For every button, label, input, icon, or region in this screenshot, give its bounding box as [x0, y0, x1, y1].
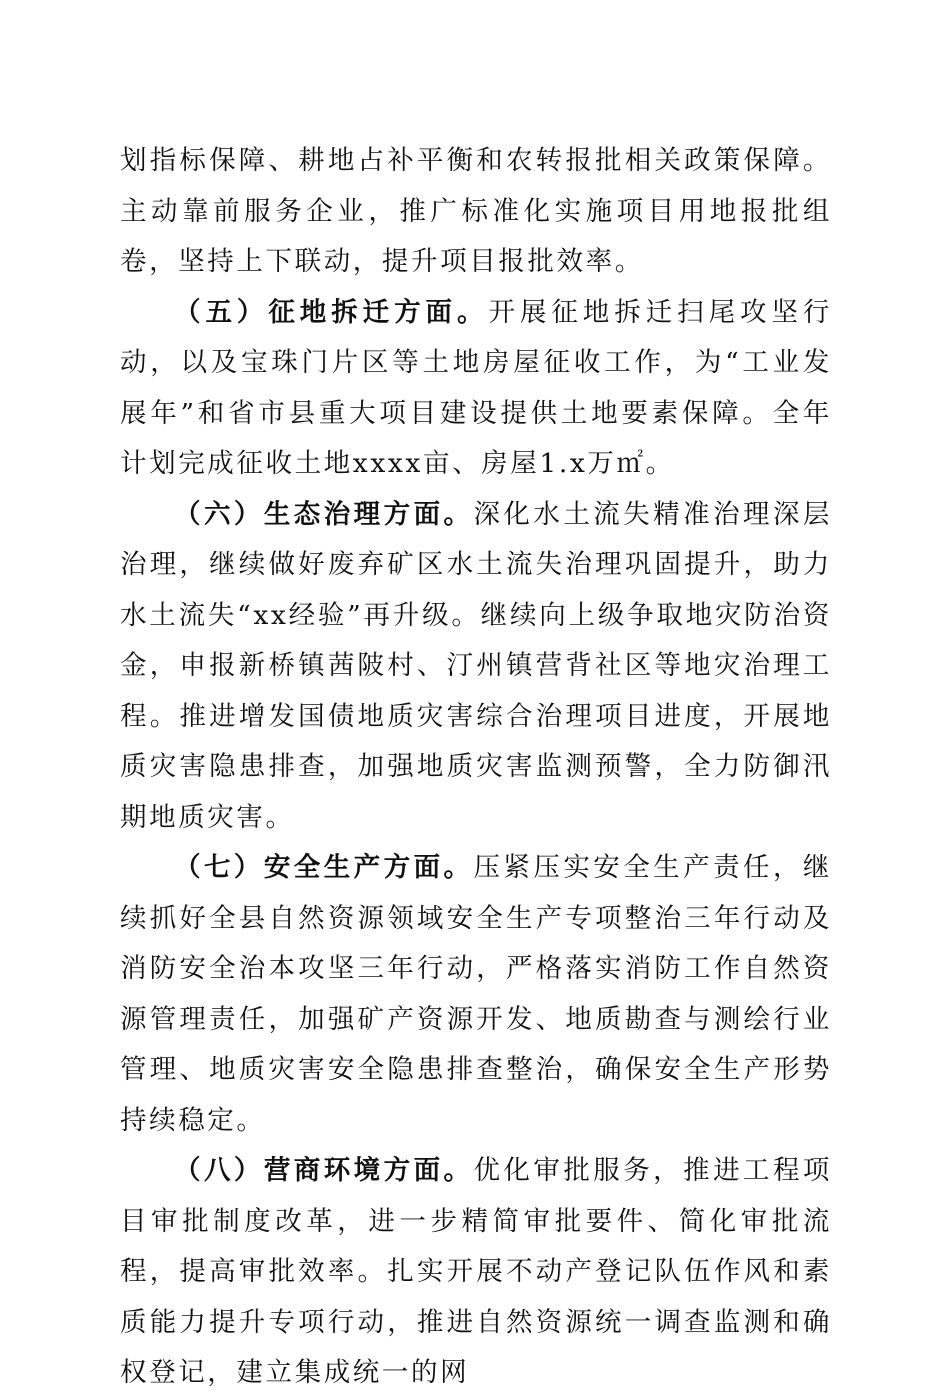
paragraph-ecological-governance: [120, 490, 832, 844]
paragraph-text: 优化审批服务，推进工程项目审批制度改革，进一步精简审批要件、简化审批流程，提高审批效率。扎实开展不动产登记队伍作风和素质能力提升专项行动，推进自然资源统一调查监测和确权登记，建立集成统一的网: [120, 1155, 833, 1388]
paragraph-text: 深化水土流失精准治理深层治理，继续做好废弃矿区水土流失治理巩固提升，助力水土流失“xx经验”再升级。继续向上级争取地灾防治资金，申报新桥镇茜陂村、汀州镇营背社区等地灾治理工程。推进增发国债地质灾害综合治理项目进度，开展地质灾害隐患排查，加强地质灾害监测预警，全力防御汛期地质灾害。: [120, 498, 833, 833]
section-heading-5: （五）征地拆迁方面。: [174, 296, 489, 328]
paragraph-text: 划指标保障、耕地占补平衡和农转报批相关政策保障。主动靠前服务企业，推广标准化实施项目用地报批组卷，坚持上下联动，提升项目报批效率。: [120, 145, 832, 277]
document-body: [120, 136, 832, 1399]
section-heading-6: （六）生态治理方面。: [174, 498, 474, 530]
section-heading-8: （八）营商环境方面。: [174, 1155, 474, 1186]
paragraph-land-acquisition: [120, 288, 832, 490]
paragraph-text: 压紧压实安全生产责任，继续抓好全县自然资源领域安全生产专项整治三年行动及消防安全治本攻坚三年行动，严格落实消防工作自然资源管理责任，加强矿产资源开发、地质勘查与测绘行业管理、地质灾害安全隐患排查整治，确保安全生产形势持续稳定。: [120, 852, 833, 1136]
section-heading-7: （七）安全生产方面。: [174, 852, 474, 883]
paragraph-business-environment: [120, 1146, 832, 1399]
paragraph-continuation: [120, 136, 832, 288]
paragraph-production-safety: [120, 843, 832, 1146]
paragraph-text: 开展征地拆迁扫尾攻坚行动，以及宝珠门片区等土地房屋征收工作，为“工业发展年”和省市县重大项目建设提供土地要素保障。全年计划完成征收土地xxxx亩、房屋1.x万㎡。: [120, 296, 832, 479]
